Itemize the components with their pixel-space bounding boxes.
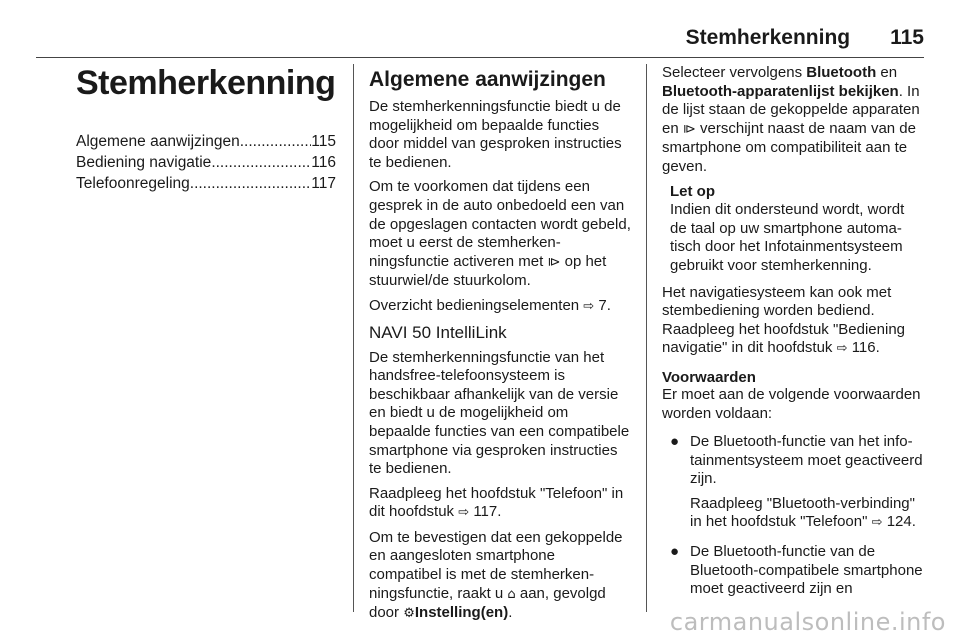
paragraph: De stemherkenningsfunctie biedt u de mogelijkheid om bepaalde functies door middel van gesproken instructies te bedienen.: [369, 98, 622, 171]
toc-page: 117: [311, 175, 336, 192]
toc-page: 116: [311, 154, 336, 171]
column-divider: [353, 64, 354, 612]
running-section-title: Stemherkenning: [685, 26, 851, 49]
subsection-heading: NAVI 50 IntelliLink: [369, 322, 507, 342]
toc-label: Bediening navigatie: [76, 154, 212, 171]
toc-leader: [211, 152, 311, 173]
header-rule: [36, 57, 924, 58]
section-heading: Algemene aanwijzingen: [369, 68, 606, 91]
page-reference-arrow-icon: ⇨: [583, 298, 595, 314]
paragraph: De stemherkenningsfunctie van het handsfree-telefoonsysteem is beschikbaar afhankelijk van de versie en biedt u de mogelijkheid om bepaalde functies van een compatibele smartphone via gesproken instructies te bedienen.: [369, 348, 630, 478]
page-reference[interactable]: 116.: [851, 339, 880, 357]
paragraph: Om te bevestigen dat een gekoppelde en aangesloten smartphone compatibel is met de stemherkenningsfunctie, raakt u ⌂ aan, gevolgd door ⚙Instelling(en).: [369, 528, 623, 622]
note-label: Let op: [670, 182, 715, 200]
paragraph: Er moet aan de volgende voorwaarden worden voldaan:: [662, 385, 921, 422]
toc-entry[interactable]: [76, 131, 336, 152]
toc-leader: [240, 131, 312, 152]
note-text: Indien dit ondersteund wordt, wordt de taal op uw smartphone automatisch door het Infotainmentsysteem gebruikt voor stemherkenning.: [670, 201, 905, 274]
toc-label: Algemene aanwijzingen: [76, 133, 240, 150]
toc-label: Telefoonregeling: [76, 175, 190, 192]
list-item: ● De Bluetooth-functie van het infotainmentsysteem moet geactiveerd zijn.: [662, 433, 925, 489]
menu-term: Bluetooth: [806, 64, 877, 81]
paragraph: Om te voorkomen dat tijdens een gesprek in de auto onbedoeld een van de opgeslagen contacten wordt gebeld, moet u eerst de stemherkenningsfunctie activeren met ⧐ op het stuurwiel/de stuurkolom.: [369, 178, 631, 290]
bullet-icon: ●: [670, 433, 680, 451]
toc-column: [76, 64, 336, 194]
watermark: carmanualsonline.info: [669, 608, 946, 636]
toc-entry[interactable]: [76, 173, 336, 194]
page-reference-arrow-icon: ⇨: [458, 505, 470, 521]
content-column-2: [369, 64, 631, 630]
page-reference[interactable]: 124.: [886, 513, 916, 531]
bullet-icon: ●: [670, 543, 680, 561]
list-item: ● De Bluetooth-functie van de Bluetooth-compatibele smartphone moet geactiveerd zijn en: [662, 543, 925, 599]
paragraph: Overzicht bedieningselementen ⇨ 7.: [369, 296, 611, 314]
content-column-3: [662, 64, 925, 605]
page-reference-arrow-icon: ⇨: [836, 341, 848, 357]
page-number: 115: [890, 26, 924, 49]
chapter-title: Stemherkenning: [76, 64, 336, 102]
subheading-requirements: Voorwaarden: [662, 368, 756, 386]
paragraph: Raadpleeg het hoofdstuk "Telefoon" in dit hoofdstuk ⇨ 117.: [369, 484, 624, 521]
note-box: [662, 183, 925, 276]
menu-term: Bluetooth-apparatenlijst bekijken: [662, 82, 899, 100]
page-header: [686, 26, 924, 56]
toc-entry[interactable]: [76, 152, 336, 173]
toc-page: 115: [311, 133, 336, 150]
column-divider: [646, 64, 647, 612]
voice-control-icon: ⧐: [682, 121, 696, 137]
home-icon: ⌂: [507, 586, 516, 602]
gear-icon: ⚙: [403, 606, 415, 622]
paragraph: Selecteer vervolgens Bluetooth en Bluetooth-apparatenlijst bekijken. In de lijst staan de gekoppelde apparaten en ⧐ verschijnt naast de naam van de smartphone om compatibiliteit aan te geven.: [662, 64, 920, 175]
paragraph: Het navigatiesysteem kan ook met stembediening worden bediend. Raadpleeg het hoofdstuk "Bediening navigatie" in dit hoofdstuk ⇨ 116.: [662, 283, 906, 357]
voice-control-icon: ⧐: [547, 254, 561, 270]
list-item-note: Raadpleeg "Bluetooth-verbinding" in het hoofdstuk "Telefoon" ⇨ 124.: [690, 494, 916, 531]
toc-leader: [190, 173, 312, 194]
page-reference[interactable]: 7.: [598, 296, 611, 314]
page-reference[interactable]: 117.: [473, 503, 502, 521]
menu-term: Instelling(en): [414, 604, 509, 622]
page-reference-arrow-icon: ⇨: [871, 515, 883, 531]
